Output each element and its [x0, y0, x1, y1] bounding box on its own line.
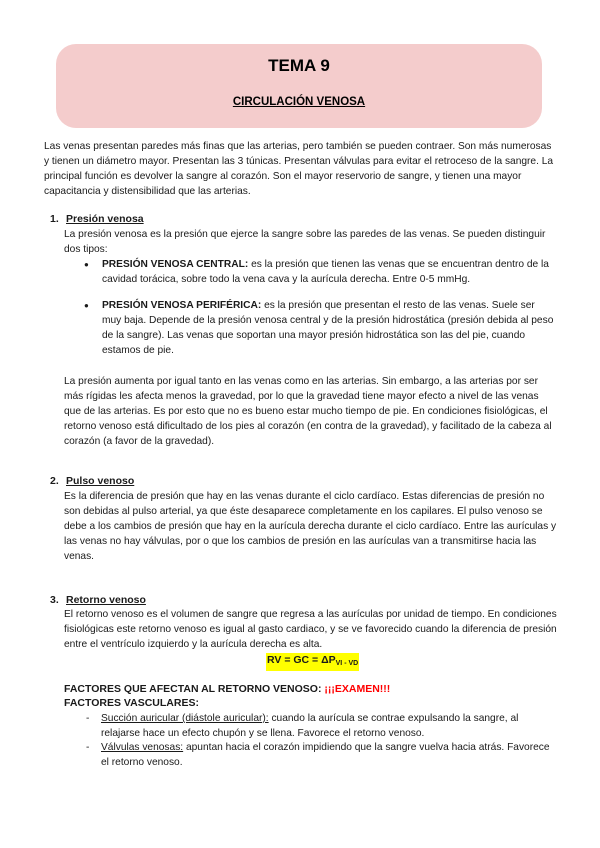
section-number: 2. [50, 475, 59, 487]
dash-marker: - [86, 713, 90, 724]
section-title: Presión venosa [66, 213, 144, 225]
section-1-paragraph-2: La presión aumenta por igual tanto en las venas como en las arterias. Sin embargo, a las arterias por ser más rígidas les afecta menos la gravedad, por lo que la gravedad tiene mayor efecto a nivel de las venas que de las arterias. Es por esto que no es bueno estar mucho tiempo de pie. En condiciones fisiológicas, el retorno venoso está dificultado de los pies al corazón (en contra de la gravedad), y facilitado de la cabeza al corazón (a favor de la gravedad). [64, 376, 552, 447]
factor-label: Válvulas venosas: [101, 742, 184, 753]
bullet-label: PRESIÓN VENOSA PERIFÉRICA: [102, 300, 262, 311]
formula-subscript: VI - VD [335, 660, 359, 667]
factores-subheading: FACTORES VASCULARES: [64, 697, 199, 709]
bullet-text: es la presión que tienen las venas que se encuentran dentro de la cavidad torácica, sobre todo la vena cava y la aurícula derecha. Entre 0-5 mmHg. [102, 259, 549, 285]
intro-paragraph: Las venas presentan paredes más finas que las arterias, pero también se pueden contraer. Son más numerosas y tienen un diámetro mayor. Presentan las 3 túnicas. Presentan válvulas para evitar el retroceso de la sangre. La principal función es devolver la sangre al corazón. Son el mayor reservorio de sangre, y tienen una mayor capacitancia y distensibilidad que las arterias. [44, 141, 554, 197]
dash-marker: - [86, 742, 90, 753]
factor-text: cuando la aurícula se contrae expulsando la sangre, al relajarse hace un efecto chupón y se llena. Favorece el retorno venoso. [101, 713, 519, 739]
section-2-paragraph: Es la diferencia de presión que hay en las venas durante el ciclo cardíaco. Estas diferencias de presión no son debidas al pulso arterial, ya que éste desaparece completamente en los capilares. El pulso venoso se debe a los cambios de presión que hay en la aurícula derecha durante el ciclo cardíaco. Entre las aurículas y las venas no hay válvulas, por o que los cambios de presión en las aurículas van a transmitirse hacia las venas. [64, 491, 557, 562]
page-title: TEMA 9 [268, 56, 330, 75]
section-title: Pulso venoso [66, 475, 135, 487]
bullet-text: es la presión que presentan el resto de las venas. Suele ser muy baja. Depende de la presión venosa central y de la presión hidrostática (presión debida al peso de la sangre). Las venas que soportan una mayor presión hidrostática son las del pie, cuando estamos de pie. [102, 300, 554, 356]
bullet-label: PRESIÓN VENOSA CENTRAL: [102, 259, 249, 270]
factor-text: apuntan hacia el corazón impidiendo que la sangre vuelva hacia atrás. Favorece el retorno venoso. [101, 742, 550, 768]
bullet-icon: ● [84, 260, 89, 269]
title-banner [56, 44, 542, 128]
formula-highlight [266, 653, 359, 671]
section-1-paragraph: La presión venosa es la presión que ejerce la sangre sobre las paredes de las venas. Se pueden distinguir dos tipos: [64, 229, 546, 255]
factor-label: Succión auricular (diástole auricular): [101, 713, 269, 724]
factores-heading: FACTORES QUE AFECTAN AL RETORNO VENOSO: ¡¡¡EXAMEN!!! [64, 683, 391, 695]
exam-warning: ¡¡¡EXAMEN!!! [324, 683, 391, 695]
section-number: 3. [50, 594, 59, 606]
factores-block [64, 682, 390, 710]
section-number: 1. [50, 213, 59, 225]
section-3-paragraph: El retorno venoso es el volumen de sangre que regresa a las aurículas por unidad de tiempo. En condiciones fisiológicas este retorno venoso es igual al gasto cardiaco, y se ve favorecido cuando la diferencia de presión entre el ventrículo izquierdo y la aurícula derecha es alta. [64, 609, 557, 650]
section-title: Retorno venoso [66, 594, 146, 606]
formula-main: RV = GC = ΔP [267, 654, 336, 666]
page-subtitle: CIRCULACIÓN VENOSA [232, 96, 366, 108]
bullet-icon: ● [84, 301, 89, 310]
